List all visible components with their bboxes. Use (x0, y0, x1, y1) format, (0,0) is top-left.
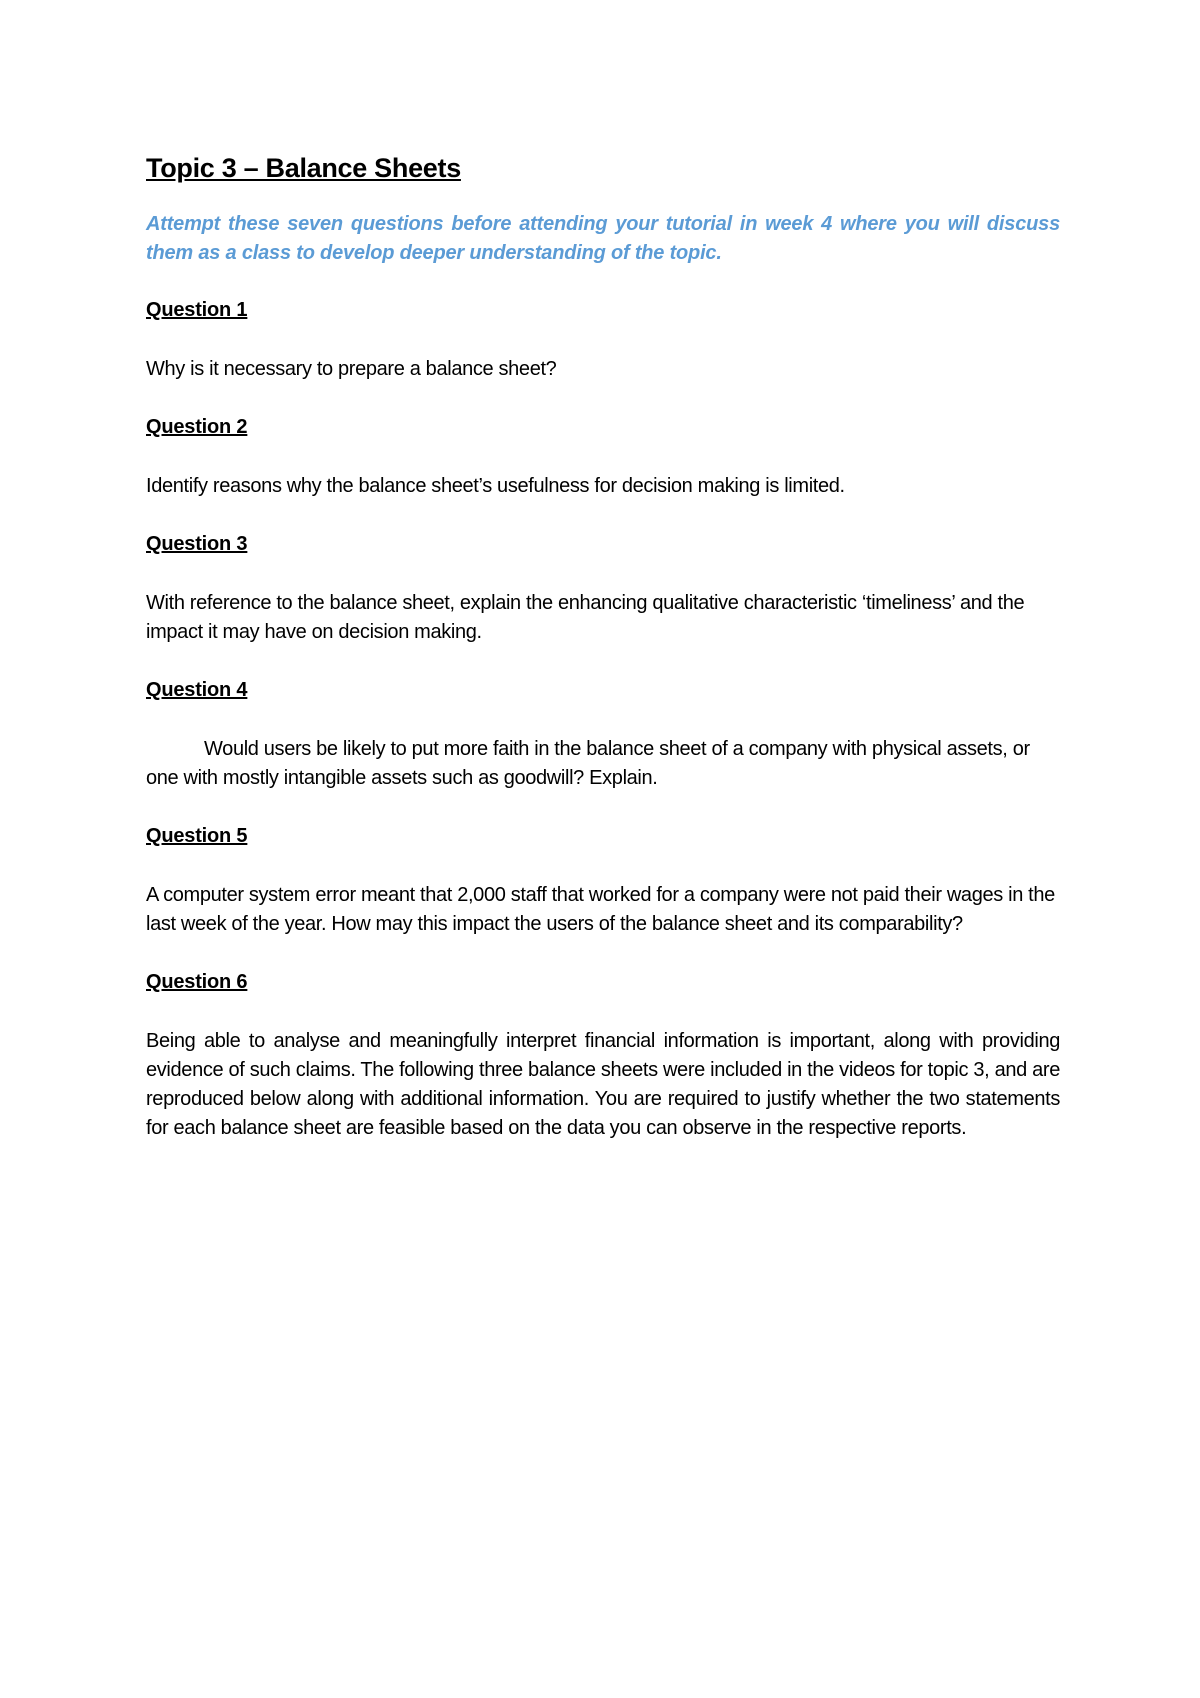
question-5-heading: Question 5 (146, 825, 248, 847)
question-5-text: A computer system error meant that 2,000 staff that worked for a company were not paid their wages in the last week of the year. How may this impact the users of the balance sheet and its comparability? (146, 884, 1055, 935)
question-3-heading: Question 3 (146, 533, 248, 555)
question-1-text: Why is it necessary to prepare a balance sheet? (146, 358, 557, 380)
question-2-text: Identify reasons why the balance sheet’s usefulness for decision making is limited. (146, 475, 845, 497)
question-4-heading: Question 4 (146, 679, 248, 701)
document-body (146, 148, 1060, 1172)
question-4-text: Would users be likely to put more faith in the balance sheet of a company with physical assets, or one with mostly intangible assets such as goodwill? Explain. (146, 738, 1030, 789)
question-1 (146, 296, 1060, 384)
question-5 (146, 822, 1060, 939)
question-3 (146, 530, 1060, 647)
question-6-heading: Question 6 (146, 971, 248, 993)
question-3-text: With reference to the balance sheet, explain the enhancing qualitative characteristic ‘timeliness’ and the impact it may have on decision making. (146, 592, 1025, 643)
question-6-text: Being able to analyse and meaningfully interpret financial information is important, along with providing evidence of such claims. The following three balance sheets were included in the videos for topic 3, and are reproduced below along with additional information. You are required to justify whether the two statements for each balance sheet are feasible based on the data you can observe in the respective reports. (146, 1030, 1060, 1139)
intro-instructions: Attempt these seven questions before attending your tutorial in week 4 where you will discuss them as a class to develop deeper understanding of the topic. (146, 213, 1060, 264)
question-2-heading: Question 2 (146, 416, 248, 438)
page-title: Topic 3 – Balance Sheets (146, 153, 461, 183)
question-2 (146, 413, 1060, 501)
question-4 (146, 676, 1060, 793)
question-6 (146, 968, 1060, 1143)
question-1-heading: Question 1 (146, 299, 248, 321)
